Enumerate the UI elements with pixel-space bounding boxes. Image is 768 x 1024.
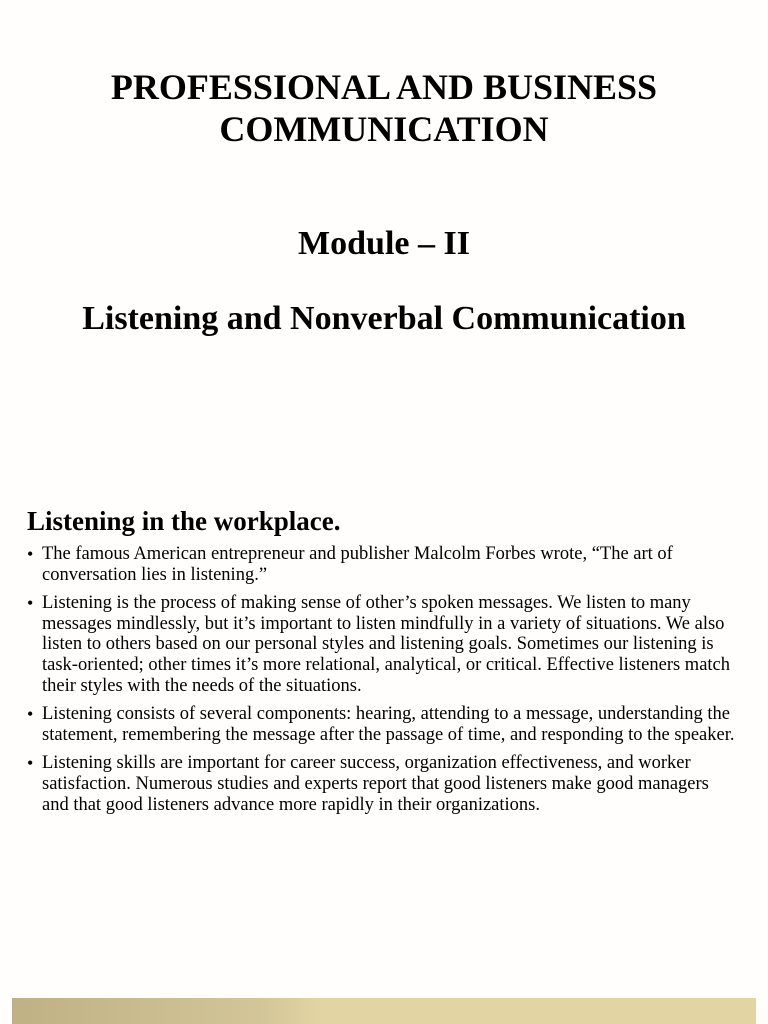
list-item	[27, 704, 739, 745]
bullet-text: The famous American entrepreneur and publisher Malcolm Forbes wrote, “The art of conversation lies in listening.”	[42, 544, 673, 585]
bullet-icon: •	[27, 753, 34, 774]
content-slide	[0, 490, 768, 1024]
course-title-line2: COMMUNICATION	[219, 109, 549, 149]
list-item	[27, 544, 739, 585]
course-title	[0, 66, 768, 150]
next-slide-shade	[12, 998, 322, 1024]
section-heading: Listening in the workplace.	[27, 506, 341, 536]
module-subtitle: Listening and Nonverbal Communication	[82, 300, 686, 337]
title-slide	[0, 0, 768, 490]
bullet-text: Listening is the process of making sense of other’s spoken messages. We listen to many messages mindlessly, but it’s important to listen mindfully in a variety of situations. We also listen to others based on our personal styles and listening goals. Sometimes our listening is task-oriented; other times it’s more relational, analytical, or critical. Effective listeners match their styles with the needs of the situations.	[42, 593, 731, 696]
course-title-line1: PROFESSIONAL AND BUSINESS	[110, 67, 658, 107]
bullet-text: Listening skills are important for career success, organization effectiveness, and worker satisfaction. Numerous studies and experts report that good listeners make good managers and that good listeners advance more rapidly in their organizations.	[42, 753, 709, 815]
bullet-icon: •	[27, 704, 34, 725]
bullet-list	[27, 544, 739, 823]
list-item	[27, 593, 739, 696]
module-label: Module – II	[298, 225, 470, 262]
bullet-icon: •	[27, 544, 34, 564]
list-item	[27, 753, 739, 815]
bullet-text: Listening consists of several components: hearing, attending to a message, understanding the statement, remembering the message after the passage of time, and responding to the speaker.	[42, 704, 735, 745]
bullet-icon: •	[27, 593, 34, 614]
